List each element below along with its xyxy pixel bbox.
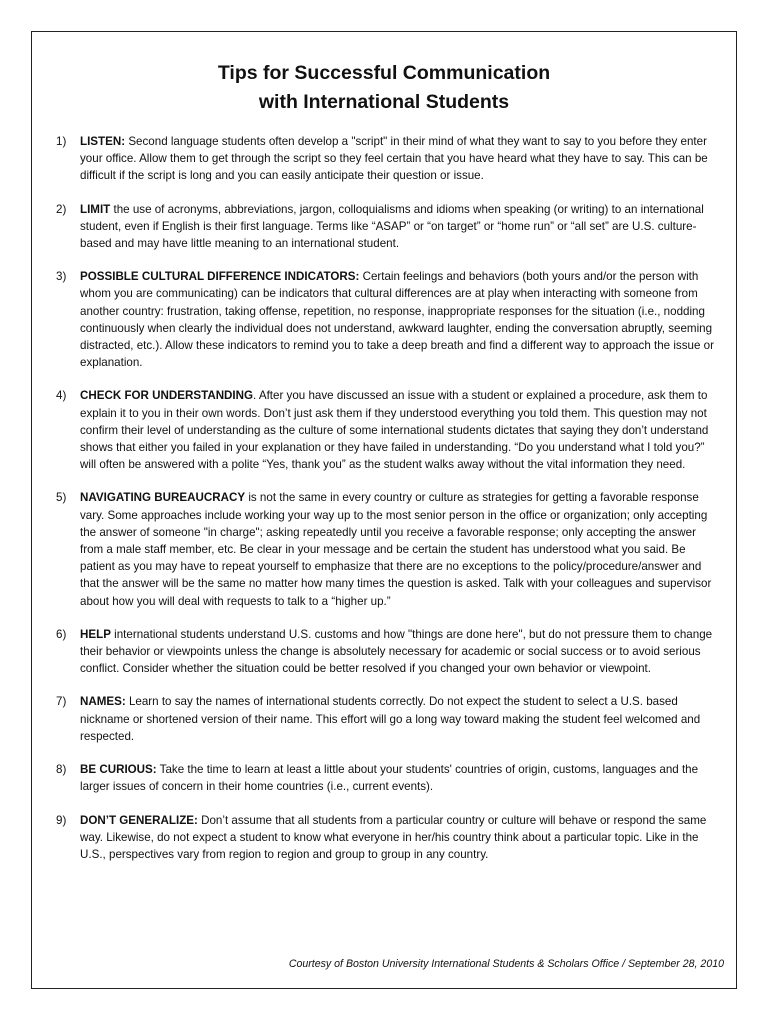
tip-number: 8) [56, 763, 67, 777]
tip-number: 7) [56, 695, 67, 709]
tip-item-help [32, 626, 738, 678]
tip-item-listen [32, 133, 738, 185]
tip-text: is not the same in every country or culture as strategies for getting a favorable response vary. Some approaches include working your way up to the most senior person in the office or organization; only accepting the answer of someone "in charge"; asking repeatedly until you receive a favorable response; only accepting the answer from a male staff member, etc. Be clear in your message and be certain the student has understood what you said. Be patient as you may have to repeat yourself to emphasize that there are no exceptions to the policy/procedure/answer and that the answer will be the same no matter how many times the question is asked. Talk with your colleagues and supervisor about how you will deal with requests to talk to a “higher up.” [80, 491, 712, 608]
tip-item-check-understanding [32, 387, 738, 473]
tips-list [32, 133, 738, 879]
tip-number: 2) [56, 202, 67, 216]
tip-text: Take the time to learn at least a little about your students' countries of origin, customs, languages and the larger issues of concern in their home countries (i.e., current events). [80, 763, 699, 794]
tip-item-bureaucracy [32, 489, 738, 609]
tip-text: the use of acronyms, abbreviations, jargon, colloquialisms and idioms when speaking (or writing) to an international student, even if English is their first language. Terms like “ASAP” or “on target” or “home run” or “all set” are U.S. culture-based and may have little meaning to an international student. [80, 202, 704, 251]
tip-item-cultural-indicators [32, 268, 738, 371]
tip-text: Second language students often develop a "script" in their mind of what they want to say to you before they enter your office. Allow them to get through the script so they feel certain that you have heard what they have to say. This can be difficult if the script is long and you can easily anticipate their question or issue. [80, 135, 708, 183]
page-frame [31, 31, 737, 989]
tip-lead: LIMIT [80, 202, 111, 216]
tip-item-limit [32, 201, 738, 253]
document-title [32, 59, 736, 117]
tip-text: Don’t assume that all students from a particular country or culture will behave or respond the same way. Likewise, do not expect a student to know what everyone in her/his country think about a particular topic. Like in the U.S., perspectives vary from region to region and group to group in any country. [80, 813, 707, 861]
tip-lead: CHECK FOR UNDERSTANDING [80, 389, 254, 403]
tip-number: 4) [56, 389, 67, 403]
tip-lead: DON’T GENERALIZE: [80, 813, 198, 827]
tip-number: 1) [56, 135, 67, 148]
tip-number: 9) [56, 813, 67, 827]
tip-lead: BE CURIOUS: [80, 763, 157, 777]
tip-text: international students understand U.S. customs and how "things are done here", but do not pressure them to change their behavior or viewpoints unless the change is absolutely necessary for academic or social success or to avoid serious conflict. Consider whether the situation could be better resolved if you changed your own behavior or viewpoint. [80, 627, 713, 676]
tip-text: Learn to say the names of international students correctly. Do not expect the student to select a U.S. based nickname or shortened version of their name. This effort will go a long way toward making the student feel welcomed and respected. [80, 695, 701, 743]
tip-item-names [32, 693, 738, 745]
tip-lead: HELP [80, 627, 111, 641]
tip-lead: POSSIBLE CULTURAL DIFFERENCE INDICATORS: [80, 270, 360, 284]
title-line-2: with International Students [258, 91, 510, 113]
tip-number: 6) [56, 627, 67, 641]
tip-lead: LISTEN: [80, 135, 126, 148]
tip-item-be-curious [32, 761, 738, 795]
tip-number: 3) [56, 270, 67, 284]
title-line-1: Tips for Successful Communication [217, 62, 551, 84]
tip-lead: NAMES: [80, 695, 126, 709]
tip-text: . After you have discussed an issue with a student or explained a procedure, ask them to explain it to you in their own words. Don’t just ask them if they understood everything you told them. This question may not confirm their level of understanding as the culture of some international students dictates that saying they don’t understand shows that either you failed in your explanation or they have failed in understanding. “Do you understand what I told you?” will often be answered with a polite “Yes, thank you” as the student walks away without the vital information they need. [80, 389, 709, 472]
tip-lead: NAVIGATING BUREAUCRACY [80, 491, 246, 505]
tip-item-dont-generalize [32, 812, 738, 864]
tip-number: 5) [56, 491, 67, 505]
tip-text: Certain feelings and behaviors (both yours and/or the person with whom you are communicating) can be indicators that cultural differences are at play when interacting with someone from another country: frustration, taking offense, repetition, no response, inappropriate responses for the situation (i.e., nodding continuously when clearly the individual does not understand, awkward laughter, ending the conversation abruptly, seeming distracted, etc.). Allow these indicators to remind you to take a deep breath and find a different way to approach the issue or explanation. [80, 270, 714, 370]
footer-credit: Courtesy of Boston University International Students & Scholars Office / September 28, 2010 [288, 958, 724, 970]
